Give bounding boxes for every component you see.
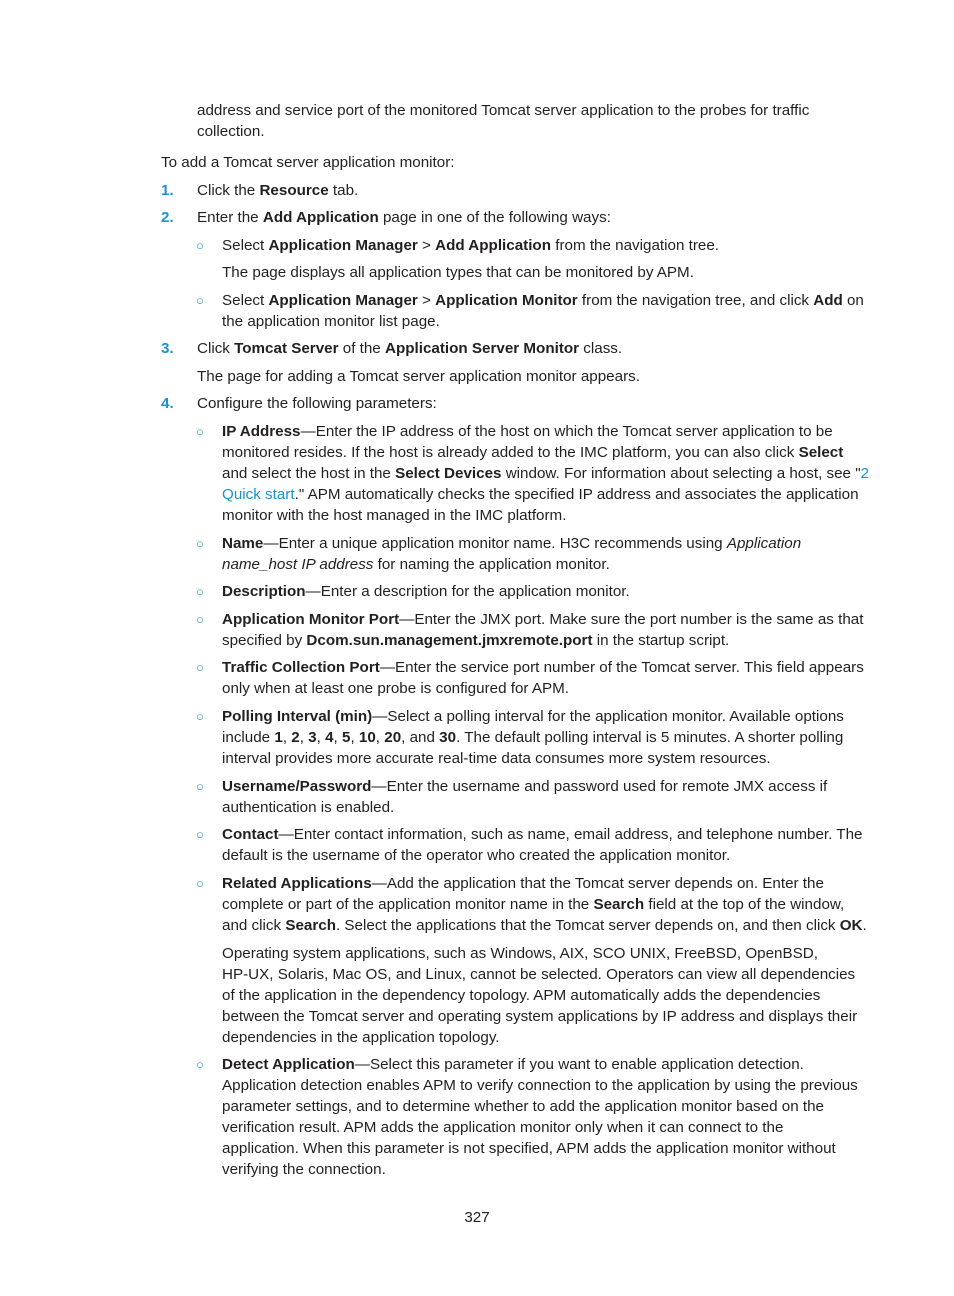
step-3-note: The page for adding a Tomcat server application monitor appears.	[197, 368, 640, 385]
continuation-paragraph: address and service port of the monitored Tomcat server application to the probes for traffic collection.	[197, 102, 810, 140]
bullet-icon: ○	[196, 612, 204, 627]
bullet-icon: ○	[196, 660, 204, 675]
step-2-option-a-note: The page displays all application types that can be monitored by APM.	[222, 264, 694, 281]
step-number: 4.	[161, 395, 174, 412]
param-description: Description—Enter a description for the application monitor.	[222, 583, 630, 600]
bullet-icon: ○	[196, 584, 204, 599]
step-number: 2.	[161, 209, 174, 226]
bullet-icon: ○	[196, 536, 204, 551]
bullet-icon: ○	[196, 827, 204, 842]
step-2-option-b: Select Application Manager > Application Monitor from the navigation tree, and click Add on the application monitor list page.	[222, 292, 864, 330]
bullet-icon: ○	[196, 238, 204, 253]
param-polling-interval: Polling Interval (min)—Select a polling interval for the application monitor. Available options include 1, 2, 3, 4, 5, 10, 20, and 30. The default polling interval is 5 minutes. A shorter polling interval provides more accurate real-time data consumes more system resources.	[222, 708, 844, 767]
bullet-icon: ○	[196, 779, 204, 794]
bullet-icon: ○	[196, 293, 204, 308]
param-username-password: Username/Password—Enter the username and password used for remote JMX access if authentication is enabled.	[222, 778, 828, 816]
bullet-icon: ○	[196, 876, 204, 891]
step-1-text: Click the Resource tab.	[197, 182, 359, 199]
quick-start-link[interactable]: Quick start	[222, 486, 295, 503]
bullet-icon: ○	[196, 1057, 204, 1072]
param-contact: Contact—Enter contact information, such as name, email address, and telephone number. The default is the username of the operator who created the application monitor.	[222, 826, 863, 864]
step-2-option-a: Select Application Manager > Add Application from the navigation tree.	[222, 237, 719, 254]
bullet-icon: ○	[196, 424, 204, 439]
step-2-text: Enter the Add Application page in one of the following ways:	[197, 209, 611, 226]
param-detect-application: Detect Application—Select this parameter if you want to enable application detection. Application detection enables APM to verify connection to the application by using the previous parameter settings, and to determine whether to add the application monitor based on the verification result. APM adds the application monitor only when it can connect to the application. When this parameter is not specified, APM adds the application monitor without verifying the connection.	[222, 1056, 858, 1178]
related-applications-note: Operating system applications, such as Windows, AIX, SCO UNIX, FreeBSD, OpenBSD, HP-UX, Solaris, Mac OS, and Linux, cannot be selected. Operators can view all dependencies of the application in the dependency topology. APM automatically adds the dependencies between the Tomcat server and operating system applications by IP address and displays their dependencies in the application topology.	[222, 945, 858, 1046]
param-name: Name—Enter a unique application monitor name. H3C recommends using Application name_host IP address for naming the application monitor.	[222, 535, 802, 573]
param-related-applications: Related Applications—Add the application that the Tomcat server depends on. Enter the complete or part of the application monitor name in the Search field at the top of the window, and click Search. Select the applications that the Tomcat server depends on, and then click OK.	[222, 875, 867, 934]
step-4-text: Configure the following parameters:	[197, 395, 437, 412]
param-traffic-port: Traffic Collection Port—Enter the service port number of the Tomcat server. This field appears only when at least one probe is configured for APM.	[222, 659, 864, 697]
param-monitor-port: Application Monitor Port—Enter the JMX port. Make sure the port number is the same as that specified by Dcom.sun.management.jmxremote.port in the startup script.	[222, 611, 864, 649]
page-number: 327	[464, 1209, 490, 1226]
bullet-icon: ○	[196, 709, 204, 724]
step-3-text: Click Tomcat Server of the Application Server Monitor class.	[197, 340, 623, 357]
intro-text: To add a Tomcat server application monitor:	[161, 154, 455, 171]
quick-start-link[interactable]: 2	[860, 465, 870, 482]
param-ip-address: IP Address—Enter the IP address of the host on which the Tomcat server application to be monitored resides. If the host is already added to the IMC platform, you can also click Select and select the host in the Select Devices window. For information about selecting a host, see "2 Quick start." APM automatically checks the specified IP address and associates the application monitor with the host managed in the IMC platform.	[222, 423, 870, 524]
step-number: 1.	[161, 182, 174, 199]
step-number: 3.	[161, 340, 174, 357]
